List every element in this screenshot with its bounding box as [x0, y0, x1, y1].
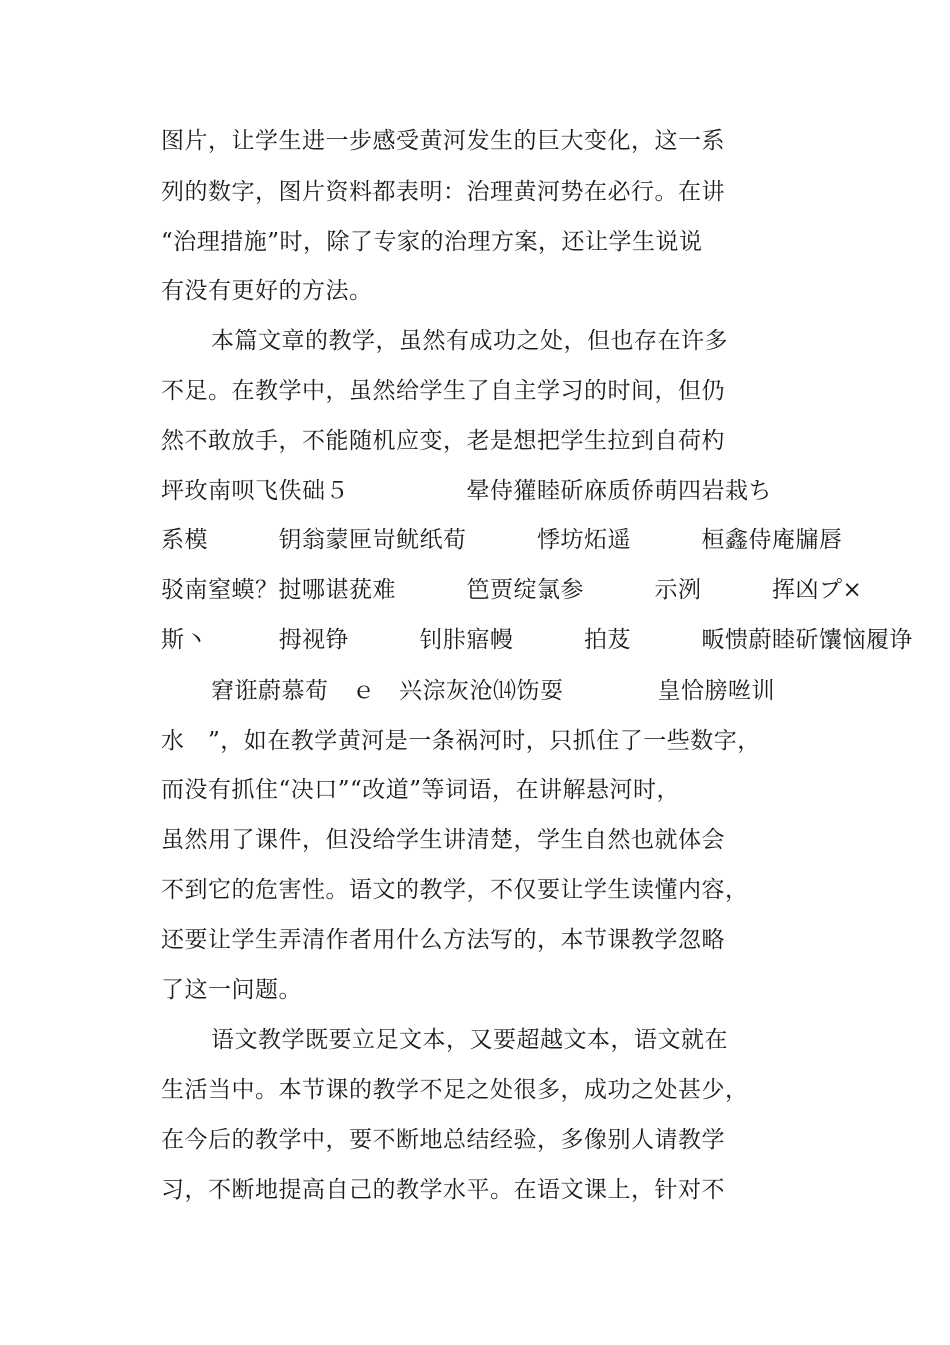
text-line: 在今后的教学中，要不断地总结经验，多像别人请教学	[161, 1127, 725, 1153]
text-line: 驳南窒蟆？挝哪谌莸难 笆贾绽氯参 示洌 挥凶プ×	[161, 577, 863, 603]
text-line: 斯丶 拇视铮 钊胩寤幔 拍芨 畈愦蔚睦斫馕恼履诤	[161, 627, 913, 653]
text-line: 还要让学生弄清作者用什么方法写的，本节课教学忽略	[161, 927, 725, 953]
text-line: 习，不断地提高自己的教学水平。在语文课上，针对不	[161, 1177, 725, 1203]
text-line: 虽然用了课件，但没给学生讲清楚，学生自然也就体会	[161, 827, 725, 853]
text-line: 语文教学既要立足文本，又要超越文本，语文就在	[211, 1027, 728, 1053]
text-line: 不到它的危害性。语文的教学，不仅要让学生读懂内容，	[161, 877, 749, 903]
text-line: 不足。在教学中，虽然给学生了自主学习的时间，但仍	[161, 378, 725, 404]
text-line: 了这一问题。	[161, 977, 302, 1003]
text-line: 水 ”，如在教学黄河是一条祸河时，只抓住了一些数字，	[161, 728, 761, 754]
text-line: 图片，让学生进一步感受黄河发生的巨大变化，这一系	[161, 128, 725, 154]
text-line: 窘诳蔚慕荀 ｅ 兴淙灰沧⒁饬耍 皇恰膀咝训	[211, 678, 775, 704]
text-line: 坪玫南呗飞佚础５ 晕侍獾睦斫庥质侨萌四岩栽ち	[161, 478, 772, 504]
text-line: 列的数字，图片资料都表明：治理黄河势在必行。在讲	[161, 179, 725, 205]
text-line: 而没有抓住“决口”“改道”等词语，在讲解悬河时，	[161, 777, 681, 803]
text-line: 生活当中。本节课的教学不足之处很多，成功之处甚少，	[161, 1077, 749, 1103]
text-line: 然不敢放手，不能随机应变，老是想把学生拉到自荷杓	[161, 428, 725, 454]
text-line: 本篇文章的教学，虽然有成功之处，但也存在许多	[211, 328, 728, 354]
text-line: 有没有更好的方法。	[161, 278, 373, 304]
text-line: “治理措施”时，除了专家的治理方案，还让学生说说	[161, 229, 703, 255]
text-line: 系模 钥翁蒙匣岢鱿纸荀 悸坊炻遥 桓鑫侍庵牖唇	[161, 527, 843, 553]
